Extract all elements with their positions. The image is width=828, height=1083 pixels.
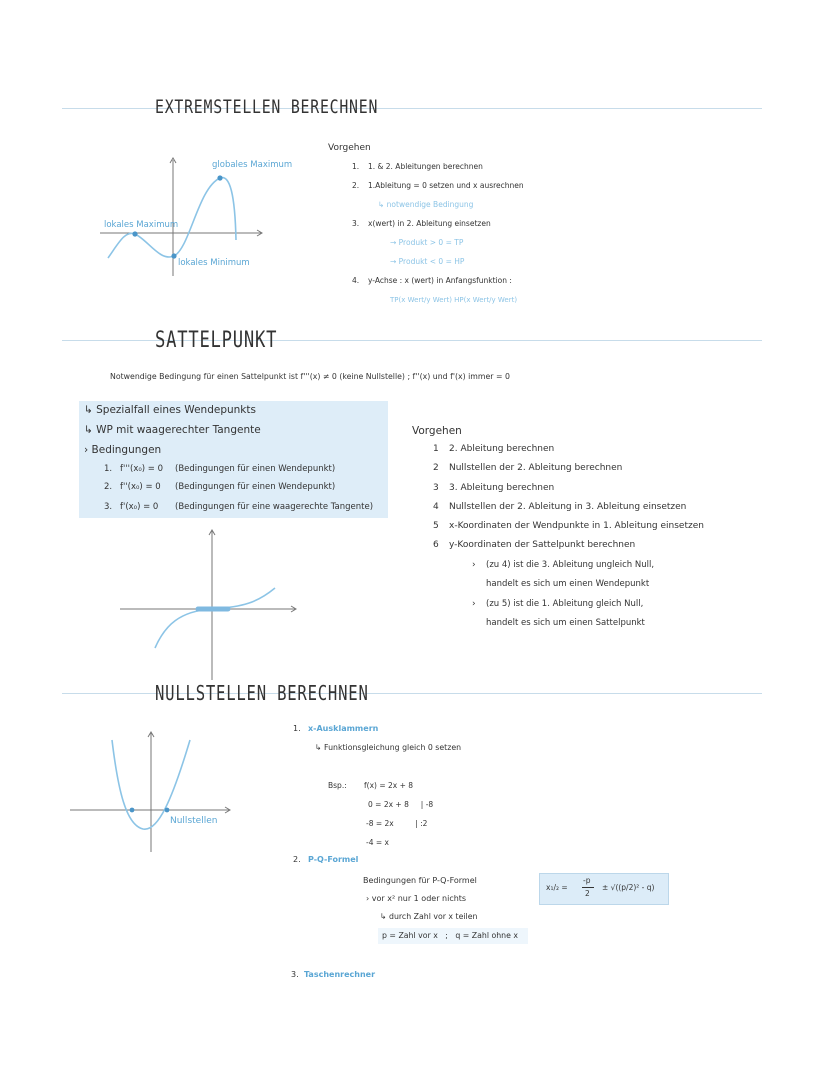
step-number: 4. bbox=[352, 276, 360, 285]
vorgehen-title-1: Vorgehen bbox=[328, 143, 371, 153]
step-number: 3. bbox=[352, 219, 360, 228]
section-title-nullstellen: NULLSTELLEN BERECHNEN bbox=[155, 681, 369, 705]
step-number: 2. bbox=[352, 181, 360, 190]
step-item bbox=[433, 502, 686, 512]
step-number: 1 bbox=[433, 444, 439, 454]
note-line: handelt es sich um einen Wendepunkt bbox=[486, 579, 650, 589]
condition-eq: f'(x₀) = 0 bbox=[120, 502, 159, 512]
note-chevron-icon: › bbox=[472, 560, 476, 570]
step-number: 1. bbox=[352, 162, 360, 171]
step-item bbox=[433, 463, 622, 473]
section-title-sattelpunkt: SATTELPUNKT bbox=[155, 328, 278, 353]
step-item bbox=[352, 276, 512, 285]
condition-item bbox=[104, 482, 335, 492]
step-text: 1.Ableitung = 0 setzen und x ausrechnen bbox=[368, 181, 524, 190]
sattelpunkt-intro: Notwendige Bedingung für einen Sattelpunkt ist f'''(x) ≠ 0 (keine Nullstelle) ; f''(x) und f'(x) immer = 0 bbox=[110, 372, 510, 381]
condition-desc: (Bedingungen für einen Wendepunkt) bbox=[175, 464, 336, 474]
bsp-line: 0 = 2x + 8 | -8 bbox=[368, 800, 434, 809]
note-line: (zu 5) ist die 1. Ableitung gleich Null, bbox=[486, 599, 644, 609]
step3-note-tp: → Produkt > 0 = TP bbox=[390, 238, 464, 247]
step-text: Nullstellen der 2. Ableitung in 3. Ableitung einsetzen bbox=[449, 502, 687, 512]
method-title-pq: P-Q-Formel bbox=[308, 855, 359, 864]
step-item bbox=[433, 521, 704, 531]
condition-eq: f'''(x₀) = 0 bbox=[120, 464, 164, 474]
step-number: 4 bbox=[433, 502, 439, 512]
step-item bbox=[433, 444, 554, 454]
method-number: 2. bbox=[293, 855, 301, 864]
label-lokales-minimum: lokales Minimum bbox=[178, 258, 250, 268]
method-title-taschenrechner: Taschenrechner bbox=[304, 970, 376, 979]
pq-line: ↳ durch Zahl vor x teilen bbox=[380, 912, 478, 921]
step3-note-hp: → Produkt < 0 = HP bbox=[390, 257, 465, 266]
condition-number: 1. bbox=[104, 464, 113, 474]
step-item bbox=[352, 181, 524, 190]
label-lokales-maximum: lokales Maximum bbox=[104, 220, 179, 230]
section-title-extremstellen: EXTREMSTELLEN BERECHNEN bbox=[155, 96, 379, 118]
step-text: x-Koordinaten der Wendpunkte in 1. Ableitung einsetzen bbox=[449, 521, 704, 531]
step-item bbox=[352, 219, 491, 228]
condition-number: 2. bbox=[104, 482, 113, 492]
method-title-ausklammern: x-Ausklammern bbox=[308, 724, 379, 733]
formula-frac-den: 2 bbox=[585, 889, 590, 898]
step-number: 6 bbox=[433, 540, 439, 550]
condition-item bbox=[104, 502, 373, 512]
method1-note: ↳ Funktionsgleichung gleich 0 setzen bbox=[315, 743, 462, 752]
step-text: Nullstellen der 2. Ableitung berechnen bbox=[449, 463, 623, 473]
step-text: 2. Ableitung berechnen bbox=[449, 444, 555, 454]
box-line: › Bedingungen bbox=[84, 444, 162, 456]
step4-note: TP(x Wert/y Wert) HP(x Wert/y Wert) bbox=[390, 296, 518, 304]
step-text: 3. Ableitung berechnen bbox=[449, 483, 555, 493]
step-number: 5 bbox=[433, 521, 439, 531]
pq-definition: p = Zahl vor x ; q = Zahl ohne x bbox=[382, 931, 519, 940]
vorgehen-title-2: Vorgehen bbox=[412, 425, 462, 437]
condition-eq: f''(x₀) = 0 bbox=[120, 482, 161, 492]
step-text: 1. & 2. Ableitungen berechnen bbox=[368, 162, 483, 171]
condition-item bbox=[104, 464, 335, 474]
condition-desc: (Bedingungen für eine waagerechte Tangente) bbox=[175, 502, 374, 512]
method-number: 3. bbox=[291, 970, 299, 979]
step-text: x(wert) in 2. Ableitung einsetzen bbox=[368, 219, 491, 228]
formula-frac-bar bbox=[582, 887, 594, 888]
step-number: 3 bbox=[433, 483, 439, 493]
condition-desc: (Bedingungen für einen Wendepunkt) bbox=[175, 482, 336, 492]
bsp-line: -8 = 2x | :2 bbox=[366, 819, 428, 828]
method-number: 1. bbox=[293, 724, 301, 733]
label-globales-maximum: globales Maximum bbox=[212, 160, 293, 170]
formula-frac-num: -p bbox=[583, 876, 591, 885]
bsp-label: Bsp.: bbox=[328, 781, 347, 790]
bsp-line: -4 = x bbox=[366, 838, 389, 847]
box-line: ↳ WP mit waagerechter Tangente bbox=[84, 424, 261, 436]
condition-number: 3. bbox=[104, 502, 113, 512]
step-item bbox=[433, 540, 635, 550]
step-item bbox=[433, 483, 554, 493]
label-nullstellen: Nullstellen bbox=[170, 816, 218, 826]
step-number: 2 bbox=[433, 463, 439, 473]
note-chevron-icon: › bbox=[472, 599, 476, 609]
pq-heading: Bedingungen für P-Q-Formel bbox=[363, 876, 477, 885]
sattelpunkt-info-box bbox=[79, 401, 388, 518]
step2-note: ↳ notwendige Bedingung bbox=[378, 200, 474, 209]
step-item bbox=[352, 162, 483, 171]
formula-lhs: x₁/₂ = bbox=[546, 883, 568, 892]
note-line: (zu 4) ist die 3. Ableitung ungleich Null, bbox=[486, 560, 655, 570]
step-text: y-Achse : x (wert) in Anfangsfunktion : bbox=[368, 276, 512, 285]
bsp-line: f(x) = 2x + 8 bbox=[364, 781, 414, 790]
note-line: handelt es sich um einen Sattelpunkt bbox=[486, 618, 645, 628]
formula-rest: ± √((p/2)² - q) bbox=[602, 883, 655, 892]
step-text: y-Koordinaten der Sattelpunkt berechnen bbox=[449, 540, 636, 550]
box-line: ↳ Spezialfall eines Wendepunkts bbox=[84, 404, 256, 416]
pq-line: › vor x² nur 1 oder nichts bbox=[366, 894, 467, 903]
